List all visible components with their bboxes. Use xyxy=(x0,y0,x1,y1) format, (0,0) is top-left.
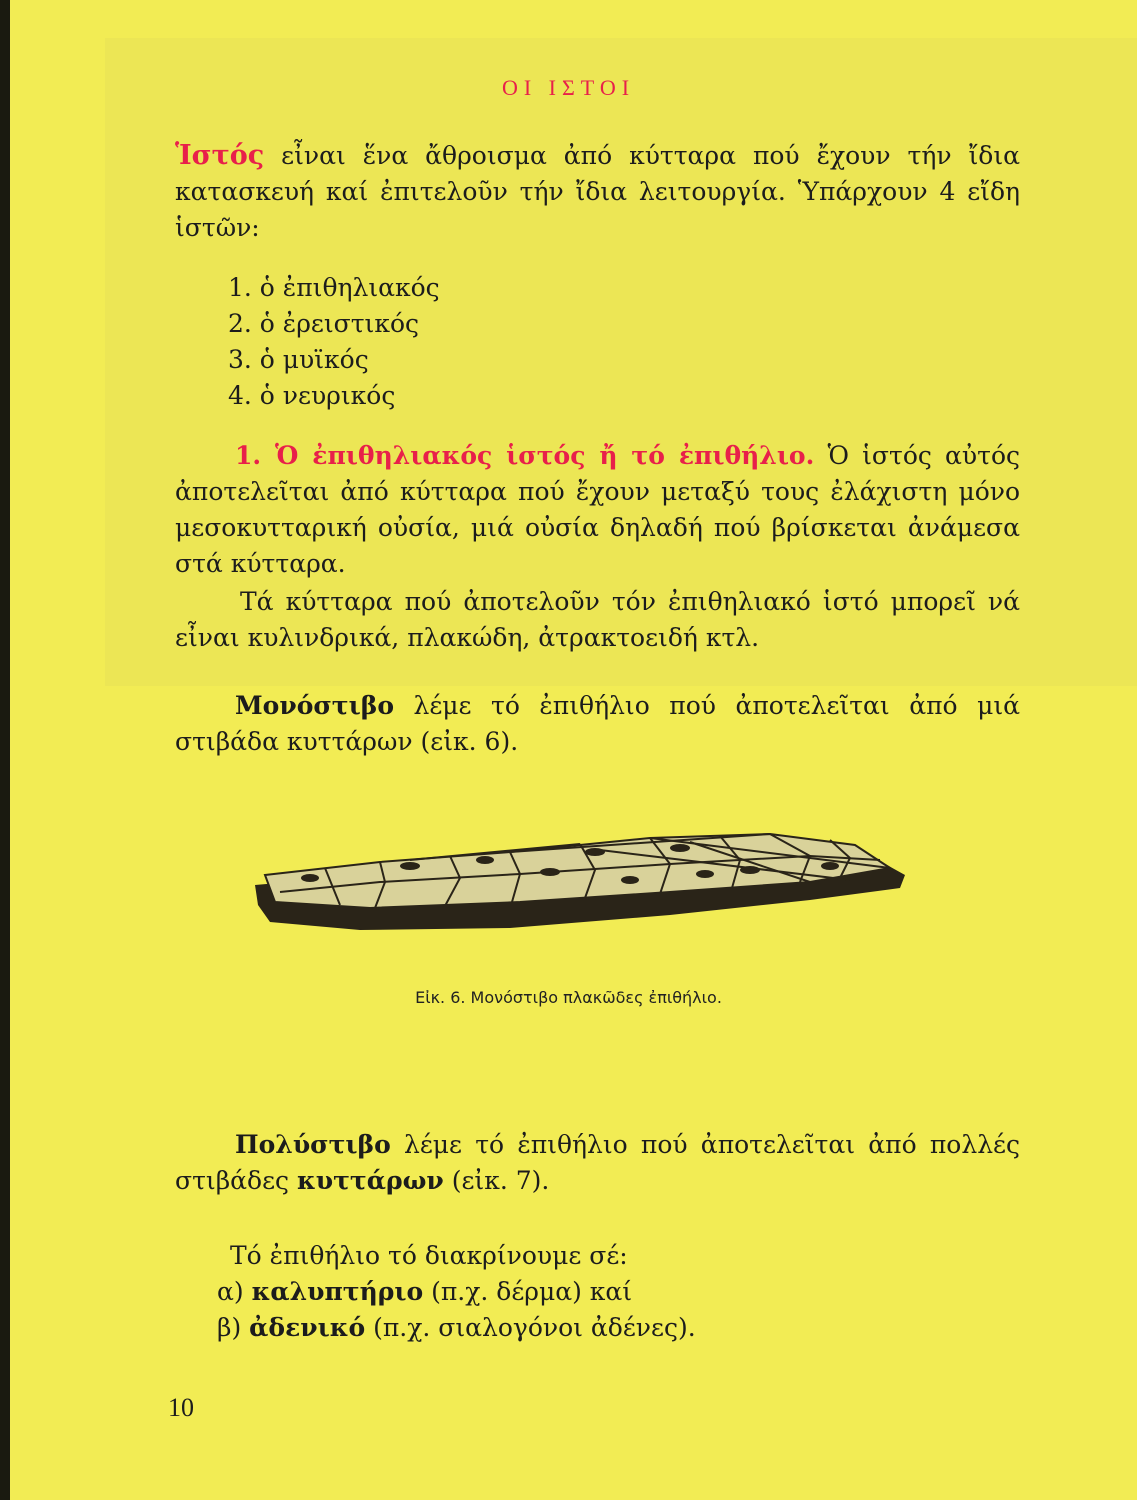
intro-paragraph xyxy=(175,138,1020,246)
section1-text: Ὁ ἱστός αὐτός ἀποτελεῖται ἀπό κύτταρα πού ἔχουν μεταξύ τους ἐλάχιστη μόνο μεσοκυτταρική οὐσία, μιά οὐσία δηλαδή πού βρίσκεται ἀνάμεσα στά κύτταρα. xyxy=(175,441,1021,578)
distinction-paragraph xyxy=(175,1238,1020,1346)
list-item: 1. ὁ ἐπιθηλιακός xyxy=(228,273,440,302)
list-item: 2. ὁ ἐρειστικός xyxy=(228,309,420,338)
figure-caption: Εἰκ. 6. Μονόστιβο πλακῶδες ἐπιθήλιο. xyxy=(415,988,722,1007)
nucleus xyxy=(301,874,319,882)
nucleus xyxy=(476,856,494,864)
monostivo-term: Μονόστιβο xyxy=(235,691,394,720)
section1-heading: 1. Ὁ ἐπιθηλιακός ἱστός ἤ τό ἐπιθήλιο. xyxy=(235,441,815,470)
distinction-item-b xyxy=(175,1310,1020,1346)
nucleus xyxy=(400,862,420,870)
nucleus xyxy=(821,862,839,870)
nucleus xyxy=(670,844,690,852)
nucleus xyxy=(540,868,560,876)
list-item: 4. ὁ νευρικός xyxy=(228,381,396,410)
nucleus xyxy=(621,876,639,884)
section1-paragraph-2: Τά κύτταρα πού ἀποτελοῦν τόν ἐπιθηλιακό ἱστό μπορεῖ νά εἶναι κυλινδρικά, πλακώδη, ἀτρακτοειδή κτλ. xyxy=(175,587,1020,652)
polystivo-text-after: (εἰκ. 7). xyxy=(451,1166,550,1195)
item-b-rest: (π.χ. σιαλογόνοι ἀδένες). xyxy=(373,1313,696,1342)
list-item: 3. ὁ μυϊκός xyxy=(228,345,369,374)
page-number: 10 xyxy=(168,1393,194,1422)
polystivo-paragraph xyxy=(175,1127,1020,1199)
tissue-kinds-list xyxy=(228,270,440,414)
polystivo-bold: κυττάρων xyxy=(297,1166,444,1195)
nucleus xyxy=(585,848,605,856)
monostivo-paragraph xyxy=(175,688,1020,760)
item-b-term: ἀδενικό xyxy=(249,1313,366,1342)
item-a-prefix: α) xyxy=(217,1277,244,1306)
intro-text: εἶναι ἕνα ἄθροισμα ἀπό κύτταρα πού ἔχουν τήν ἴδια κατασκευή καί ἐπιτελοῦν τήν ἴδια λειτουργία. Ὑπάρχουν 4 εἴδη ἱστῶν: xyxy=(175,141,1021,242)
item-a-term: καλυπτήριο xyxy=(251,1277,424,1306)
item-a-rest: (π.χ. δέρμα) καί xyxy=(431,1277,633,1306)
nucleus xyxy=(696,870,714,878)
epithelium-illustration xyxy=(250,830,930,940)
nucleus xyxy=(740,866,760,874)
distinction-intro: Τό ἐπιθήλιο τό διακρίνουμε σέ: xyxy=(230,1241,628,1270)
intro-term: Ἱστός xyxy=(175,140,265,171)
distinction-item-a xyxy=(175,1274,1020,1310)
polystivo-text: λέμε τό ἐπιθήλιο πού ἀποτελεῖται ἀπό πολλές στιβάδες xyxy=(175,1130,1020,1195)
polystivo-term: Πολύστιβο xyxy=(235,1130,391,1159)
monostivo-text: λέμε τό ἐπιθήλιο πού ἀποτελεῖται ἀπό μιά στιβάδα κυττάρων (εἰκ. 6). xyxy=(175,691,1021,756)
page-title: ΟΙ ΙΣΤΟΙ xyxy=(501,75,636,100)
section1-paragraph xyxy=(175,438,1020,582)
item-b-prefix: β) xyxy=(217,1313,242,1342)
